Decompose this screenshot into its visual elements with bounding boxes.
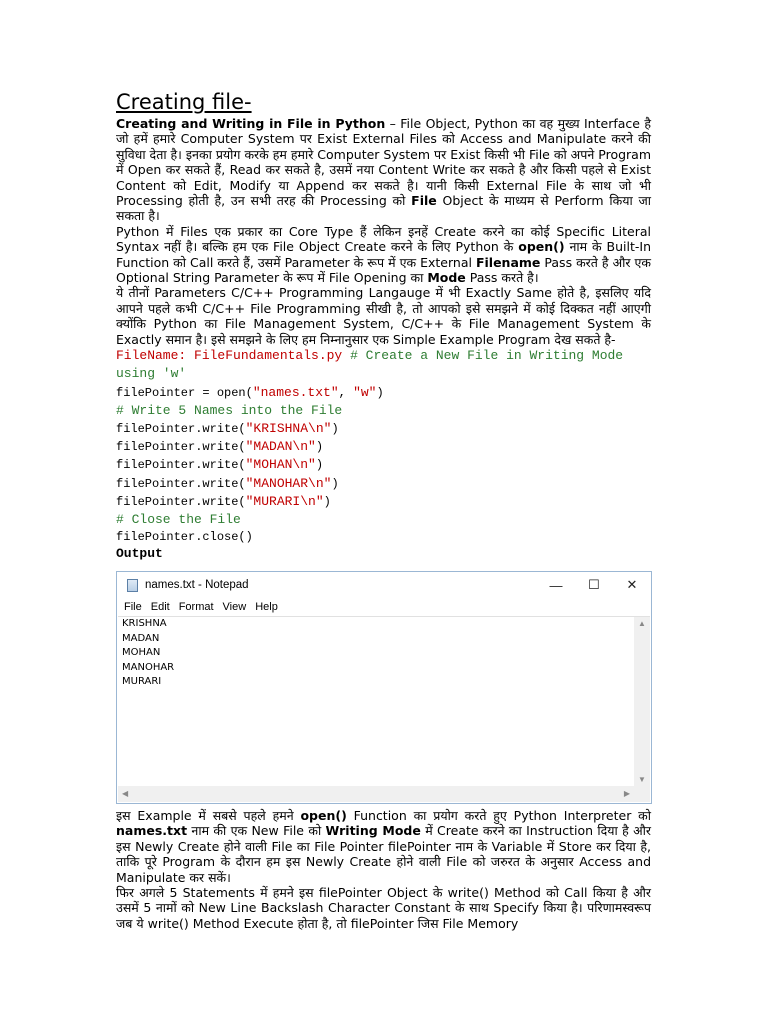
notepad-line: MOHAN [122,647,161,658]
notepad-window [116,571,652,804]
explanation-text-3: नाम की एक New File को [187,823,326,839]
menu-file[interactable]: File [124,601,142,613]
code-write-suffix: ) [315,440,324,455]
window-controls [537,572,651,598]
paragraph-parameters: ये तीनों Parameters C/C++ Programming Langauge में भी Exactly Same होते है, इसलिए यदि आपने पहले कभी C/C++ File Programming सीखी है, तो आपको इसे समझने में कोई दिक्कत नहीं आएगी क्योंकि Python का File Management System, C/C++ के File Management System के Exactly समान है। इसे समझने के लिए हम निम्नानुसार एक Simple Example Program देख सकते है- [116,285,651,347]
intro-text-2: Object के माध्यम से Perform किया जा सकता है। [116,193,651,224]
notepad-title: names.txt - Notepad [145,579,249,591]
notepad-titlebar[interactable] [117,572,651,598]
core-type-text-2: नाम के Built-In Function को Call करते हैं, उसमें Parameter के रूप में एक External [116,239,651,270]
scroll-up-icon[interactable]: ▲ [638,619,646,628]
paragraph-explanation [116,808,651,885]
scroll-down-icon[interactable]: ▼ [638,775,646,784]
code-comment-close: # Close the File [116,511,241,527]
explanation-text-2: Function का प्रयोग करते हुए Python Interpreter को [346,808,651,823]
code-write-prefix: filePointer.write( [116,476,246,491]
explanation-bold-names: names.txt [116,823,188,839]
intro-bold-file: File [411,193,437,209]
vertical-scrollbar[interactable] [634,617,650,786]
intro-text-1: – File Object, Python का वह मुख्य Interface है जो हमें हमारे Computer System पर Exist External Files को Access and Manipulate करने की सुविधा देता है। इनका प्रयोग करके हम हमारे Computer System पर Exist किसी भी File को अपने Program में Open कर सकते हैं, Read कर सकते है, उसमें नया Content Write कर सकते है और किसी पहले से Exist Content को Edit, Modify या Append कर सकते है। यानी किसी External File के साथ जो भी Processing होती है, उन सभी तरह की Processing को [116,116,651,209]
core-type-bold-mode: Mode [427,270,466,286]
core-type-text-1: Python में Files एक प्रकार का Core Type हैं लेकिन इनहें Create करने का कोई Specific Literal Syntax नहीं है। बल्कि हम एक File Object Create करने के लिए Python के [116,223,651,255]
minimize-icon[interactable]: — [549,577,563,593]
code-comment-create [342,348,350,363]
explanation-bold-open: open() [300,808,347,823]
code-write-suffix: ) [331,476,339,491]
code-open-arg2: "w" [353,384,377,400]
explanation-bold-mode: Writing Mode [325,823,421,839]
menu-view[interactable]: View [222,601,247,613]
code-comment-write: # Write 5 Names into the File [116,402,343,418]
explanation-section [116,808,651,931]
code-write-prefix: filePointer.write( [116,494,246,509]
code-write-arg: "MANOHAR\n" [245,475,332,491]
notepad-line: MANOHAR [122,661,175,673]
output-label: Output [116,546,163,562]
notepad-line: MADAN [122,632,160,644]
code-open-suffix: ) [376,385,384,400]
horizontal-scrollbar[interactable] [118,786,634,802]
notepad-text-area[interactable] [118,616,650,802]
code-close-line: filePointer.close() [116,530,253,545]
code-filename: FileName: FileFundamentals.py [116,348,343,364]
notepad-menubar [117,598,651,616]
scroll-right-icon[interactable]: ▶ [623,789,630,798]
menu-help[interactable]: Help [255,601,278,613]
code-write-suffix: ) [323,494,331,509]
code-comment-using: using 'w' [116,366,187,382]
code-write-suffix: ) [331,421,339,436]
core-type-text-3: Pass करते है और एक Optional String Parameter के रूप में File Opening का [116,254,651,286]
article-body [116,88,651,562]
core-type-bold-filename: Filename [475,254,541,270]
code-open-arg1: "names.txt" [252,384,339,400]
scroll-left-icon[interactable]: ◀ [122,789,129,798]
paragraph-intro [116,116,651,224]
code-write-prefix: filePointer.write( [116,458,246,473]
intro-lead: Creating and Writing in File in Python [116,116,386,131]
notepad-content [122,617,174,690]
paragraph-core-type [116,224,651,286]
explanation-text-4: में Create करने का Instruction दिया है और इस Newly Create होने वाली File का File Pointer filePointer नाम के Variable में Store कर दिया है, ताकि पूरे Program के दौरान हम इस Newly Create होने वाली File को जरुरत के अनुसार Access and Manipulate कर सकें। [116,823,651,885]
menu-edit[interactable]: Edit [150,601,170,613]
notepad-line: MURARI [122,676,162,687]
code-write-arg: "MURARI\n" [245,493,324,509]
core-type-text-4: Pass करते है। [465,270,539,286]
code-comment-create-text: # Create a New File in Writing Mode [350,348,624,364]
notepad-line: KRISHNA [122,618,167,629]
maximize-icon[interactable]: ☐ [588,577,600,592]
code-write-suffix: ) [315,458,324,473]
code-write-arg: "KRISHNA\n" [245,420,332,436]
close-icon[interactable]: ✕ [626,577,638,592]
code-write-arg: "MADAN\n" [245,439,316,455]
notepad-icon [127,579,138,592]
core-type-bold-open: open() [518,239,565,255]
page-title: Creating file- [116,90,252,114]
code-block [116,347,651,546]
code-write-prefix: filePointer.write( [116,440,246,455]
menu-format[interactable]: Format [178,601,214,613]
code-write-arg: "MOHAN\n" [245,457,316,473]
code-open-sep: , [338,385,354,400]
scrollbar-corner [634,786,650,802]
paragraph-statements: फिर अगले 5 Statements में हमने इस filePointer Object के write() Method को Call किया है और उसमें 5 नामों को New Line Backslash Character Constant के साथ Specify किया है। परिणामस्वरूप जब ये write() Method Execute होता है, तो filePointer जिस File Memory [116,885,651,931]
explanation-text-1: इस Example में सबसे पहले हमने [116,808,301,823]
code-write-prefix: filePointer.write( [116,421,246,436]
code-open-prefix: filePointer = open( [116,385,253,400]
